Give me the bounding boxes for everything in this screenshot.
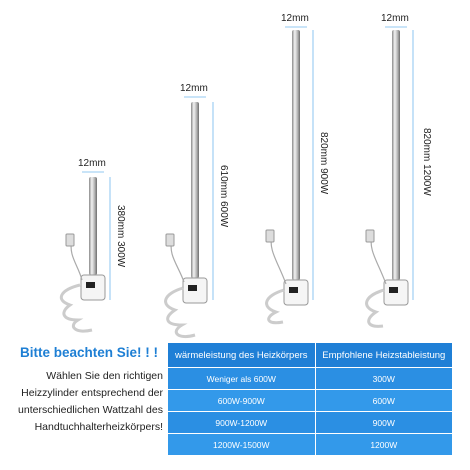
table-row [168, 390, 453, 412]
heater-2-diameter: 12mm [180, 83, 208, 94]
table-cell: 300W [315, 368, 452, 390]
notice-text [0, 368, 163, 436]
notice-title: Bitte beachten Sie! ! ! [20, 345, 159, 360]
table-cell: 1200W [315, 434, 452, 456]
heater-rod-1 [61, 172, 110, 331]
heater-1-spec: 380mm 300W [115, 205, 126, 268]
heater-3-diameter: 12mm [281, 13, 309, 24]
heater-rod-2 [166, 97, 213, 337]
heater-2-spec: 610mm 600W [218, 165, 229, 228]
heater-3-spec: 820mm 900W [318, 132, 329, 195]
heater-4-spec: 820mm 1200W [421, 128, 432, 196]
table-row [168, 412, 453, 434]
table-cell: 900W [315, 412, 452, 434]
table-header: wärmeleistung des Heizkörpers [168, 343, 316, 368]
table-header-row [168, 343, 453, 368]
table-cell: 600W [315, 390, 452, 412]
table-cell: Weniger als 600W [168, 368, 316, 390]
table-header: Empfohlene Heizstableistung [315, 343, 452, 368]
power-table [167, 342, 453, 456]
notice-line: Wählen Sie den richtigen [46, 370, 163, 382]
notice-line: Handtuchhalterheizkörpers! [34, 421, 163, 433]
table-cell: 900W-1200W [168, 412, 316, 434]
table-cell: 1200W-1500W [168, 434, 316, 456]
heater-rod-4 [366, 27, 413, 326]
notice-line: unterschiedlichen Wattzahl des [18, 404, 163, 416]
notice-line: Heizzylinder entsprechend der [21, 387, 163, 399]
heater-1-diameter: 12mm [78, 158, 106, 169]
table-cell: 600W-900W [168, 390, 316, 412]
table-row [168, 368, 453, 390]
heater-4-diameter: 12mm [381, 13, 409, 24]
table-row [168, 434, 453, 456]
heater-rod-3 [266, 27, 313, 323]
